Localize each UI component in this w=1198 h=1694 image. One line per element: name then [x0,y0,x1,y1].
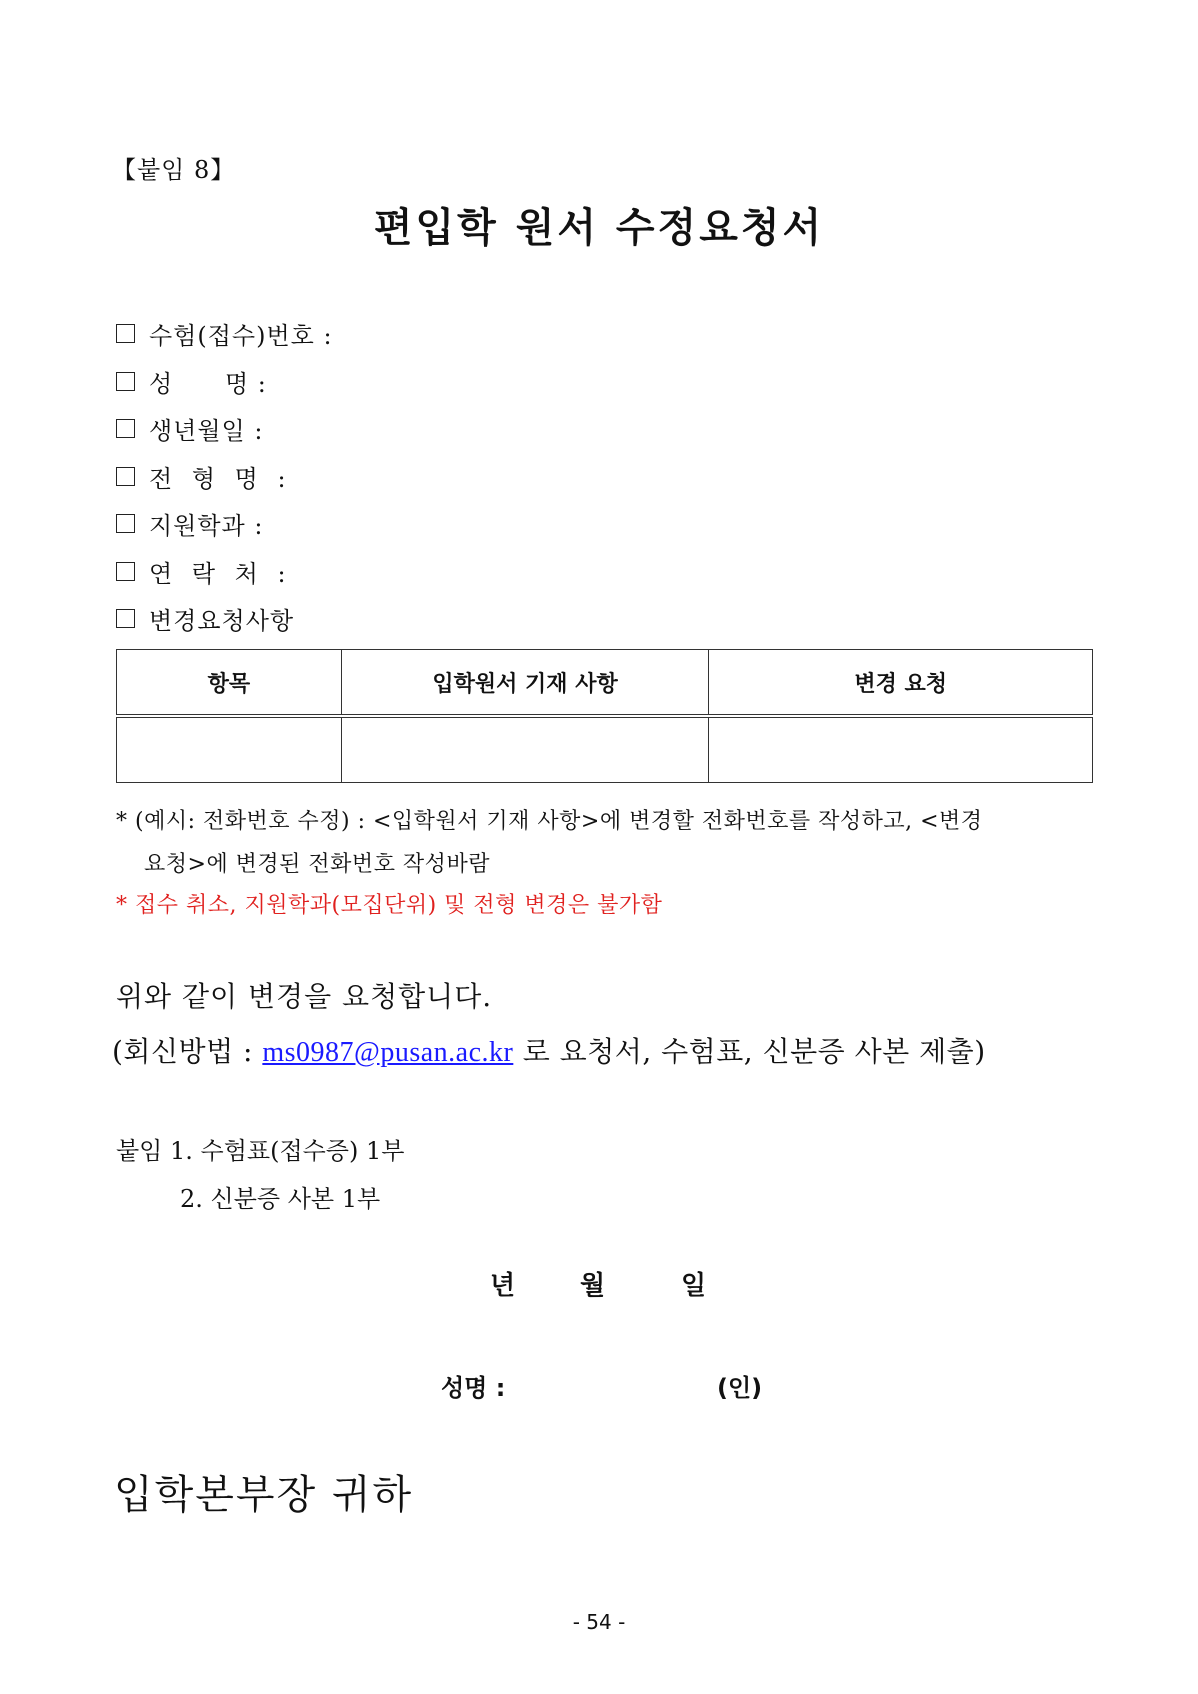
email-link[interactable]: ms0987@pusan.ac.kr [262,1037,514,1068]
field-label: 성 명 : [149,369,267,398]
checkbox-icon[interactable] [116,419,135,438]
field-change-request [116,595,333,643]
checkbox-icon[interactable] [116,467,135,486]
field-admission-type [116,453,333,501]
checkbox-icon[interactable] [116,562,135,581]
checkbox-icon[interactable] [116,324,135,343]
date-day: 일 [681,1271,707,1301]
field-label: 연 락 처 : [149,559,292,588]
table-header-row [117,650,1093,717]
warning-note: * 접수 취소, 지원학과(모집단위) 및 전형 변경은 불가함 [116,893,663,918]
field-contact [116,548,333,596]
field-birthdate [116,405,333,453]
checkbox-icon[interactable] [116,372,135,391]
note-line-1: * (예시: 전화번호 수정) : <입학원서 기재 사항>에 변경할 전화번호를 작성하고, <변경 [116,809,983,834]
example-note [116,800,1096,886]
attachment-tag: 【붙임 8】 [112,156,236,184]
field-label: 수험(접수)번호 : [149,322,333,351]
signature-label: 성명 : [441,1374,506,1402]
attachment-item-1: 붙임 1. 수험표(접수증) 1부 [116,1137,405,1165]
note-line-2: 요청>에 변경된 전화번호 작성바람 [144,852,490,877]
column-header-change: 변경 요청 [709,650,1093,717]
field-name [116,358,333,406]
seal-mark: (인) [717,1374,763,1402]
field-label: 지원학과 : [149,512,264,541]
field-label: 생년월일 : [149,417,264,446]
field-list [116,310,333,643]
date-month: 월 [580,1271,606,1301]
reply-prefix: (회신방법 : [112,1035,263,1068]
checkbox-icon[interactable] [116,514,135,533]
document-title: 편입학 원서 수정요청서 [373,205,825,251]
field-label: 전 형 명 : [149,464,292,493]
change-request-table [116,649,1093,783]
table-row [117,716,1093,783]
attachment-item-2: 2. 신분증 사본 1부 [180,1185,381,1213]
table-cell-current[interactable] [341,716,709,783]
table-cell-change[interactable] [709,716,1093,783]
column-header-current: 입학원서 기재 사항 [341,650,709,717]
page-number: - 54 - [572,1610,626,1634]
recipient: 입학본부장 귀하 [114,1472,414,1518]
column-header-item: 항목 [117,650,342,717]
reply-method [112,1030,986,1070]
checkbox-icon[interactable] [116,609,135,628]
field-label: 변경요청사항 [149,607,295,636]
attachment-list [116,1127,404,1223]
reply-suffix: 로 요청서, 수험표, 신분증 사본 제출) [513,1035,986,1068]
field-department [116,500,333,548]
date-year: 년 [490,1271,516,1301]
request-statement: 위와 같이 변경을 요청합니다. [116,980,493,1013]
table-cell-item[interactable] [117,716,342,783]
field-exam-number [116,310,333,358]
